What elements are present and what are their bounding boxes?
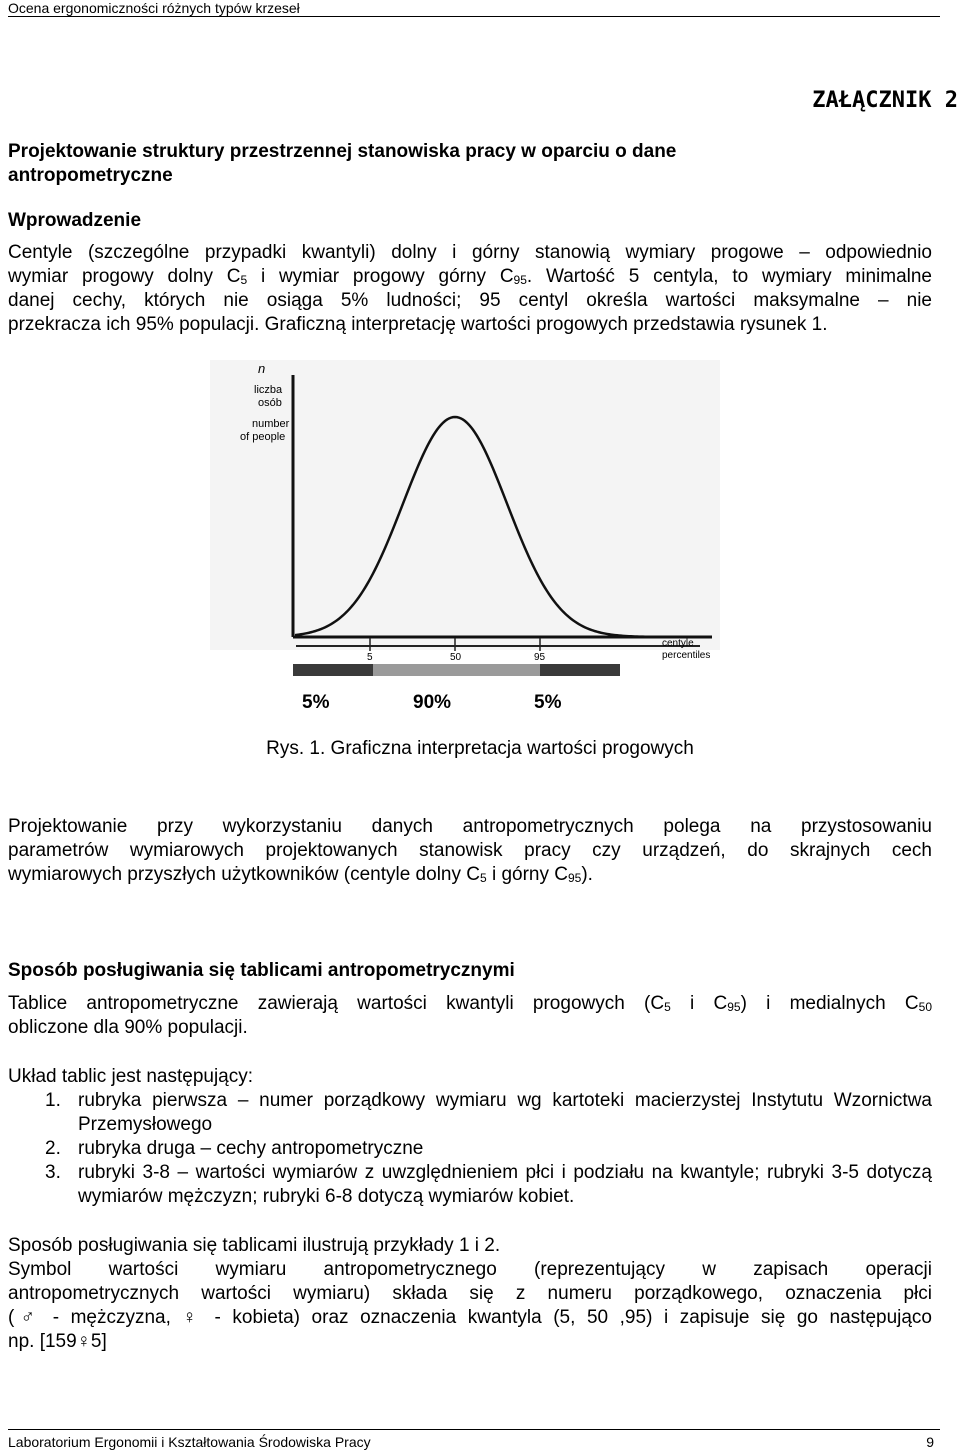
y-label-pl-1: liczba [254,384,283,396]
list-number: 2. [45,1138,61,1159]
design-line-2: parametrów wymiarowych projektowanych stanowisk pracy czy urządzeń, do skrajnych cech [8,840,932,861]
tables-text: i C [670,993,728,1014]
subscript: 50 [918,1000,933,1014]
symbol-line-2: antropometrycznych wartości wymiaru) składa się z numeru porządkowego, oznaczenia płci [8,1283,932,1304]
tick-label-95: 95 [534,652,546,663]
band-label-right: 5% [534,692,562,713]
intro-line-3: danej cechy, których nie osiąga 5% ludności; 95 centyl określa wartości maksymalne – nie [8,290,932,311]
list-item [8,1137,932,1161]
design-text: i górny C [486,864,568,885]
section-heading-tables: Sposób posługiwania się tablicami antropometrycznymi [8,960,515,981]
title-line-2: antropometryczne [8,165,173,186]
y-label-pl-2: osób [258,397,282,409]
header-rule [8,16,940,17]
list-text: rubryki 3-8 – wartości wymiarów z uwzględnieniem płci i podziału na kwantyle; rubryki 3-5 dotyczą wymiarów mężczyzn; rubryki 6-8 dotyczą wymiarów kobiet. [78,1162,932,1207]
design-line-1: Projektowanie przy wykorzystaniu danych antropometrycznych polega na przystosowaniu [8,816,932,837]
tables-paragraph [8,992,932,1040]
tick-label-5: 5 [367,652,373,663]
band-right-5pct [540,664,620,676]
subscript: 95 [513,273,527,287]
band-label-left: 5% [302,692,330,713]
intro-text: wymiar progowy dolny C [8,266,241,287]
tables-line-2: obliczone dla 90% populacji. [8,1017,248,1038]
footer-rule [8,1429,940,1430]
symbol-line-1: Symbol wartości wymiaru antropometrycznego (reprezentujący w zapisach operacji [8,1259,932,1280]
layout-intro: Układ tablic jest następujący: [8,1066,254,1087]
annex-label: ZAŁĄCZNIK 2 [812,88,958,113]
intro-line-2 [8,265,932,289]
page-number: 9 [926,1434,934,1450]
running-header-title: Ocena ergonomiczności różnych typów krzeseł [8,0,300,16]
design-line-3 [8,863,932,887]
footer-lab-name: Laboratorium Ergonomii i Kształtowania Środowiska Pracy [8,1434,371,1450]
intro-paragraph [8,241,932,337]
subscript: 95 [567,871,582,885]
percentile-distribution-figure [200,355,760,725]
symbol-paragraph [8,1258,932,1354]
title-line-1: Projektowanie struktury przestrzennej stanowiska pracy w oparciu o dane [8,141,677,162]
document-title [8,140,928,188]
tick-label-50: 50 [450,652,462,663]
design-text: ). [581,864,593,885]
list-text: rubryka pierwsza – numer porządkowy wymiaru wg kartoteki macierzystej Instytutu Wzornictwa Przemysłowego [78,1090,932,1135]
list-text: rubryka druga – cechy antropometryczne [78,1138,424,1159]
list-item [8,1161,932,1209]
intro-text: . Wartość 5 centyla, to wymiary minimalne [526,266,933,287]
section-heading-intro: Wprowadzenie [8,210,142,231]
intro-line-4: przekracza ich 95% populacji. Graficzną interpretację wartości progowych przedstawia rysunek 1. [8,314,828,335]
band-left-5pct [293,664,373,676]
figure-background [210,360,720,650]
tables-text: Tablice antropometryczne zawierają wartości kwantyli progowych (C [8,993,665,1014]
subscript: 5 [664,1000,671,1014]
band-label-middle: 90% [413,692,452,713]
subscript: 5 [240,273,248,287]
y-axis-symbol: n [258,361,266,376]
y-label-en-2: of people [240,431,286,443]
examples-line: Sposób posługiwania się tablicami ilustrują przykłady 1 i 2. [8,1235,501,1256]
symbol-line-4: np. [159♀5] [8,1331,107,1352]
tables-text: ) i medialnych C [740,993,919,1014]
figure-caption: Rys. 1. Graficzna interpretacja wartości progowych [266,738,694,759]
y-label-en-1: number [252,418,290,430]
intro-text: i wymiar progowy górny C [247,266,514,287]
layout-list [8,1089,932,1209]
list-item [8,1089,932,1137]
x-label-pl: centyle [662,638,694,649]
design-paragraph [8,815,932,887]
symbol-line-3: (♂ - mężczyzna, ♀ - kobieta) oraz oznaczenia kwantyla (5, 50 ,95) i zapisuje się go następująco [8,1307,932,1328]
list-number: 1. [45,1090,61,1111]
subscript: 95 [727,1000,741,1014]
intro-line-1: Centyle (szczególne przypadki kwantyli) dolny i górny stanowią wymiary progowe – odpowiednio [8,242,932,263]
tables-line-1 [8,992,932,1016]
subscript: 5 [479,871,487,885]
design-text: wymiarowych przyszłych użytkowników (centyle dolny C [8,864,480,885]
x-label-en: percentiles [662,650,711,661]
band-middle-90pct [373,664,540,676]
list-number: 3. [45,1162,61,1183]
